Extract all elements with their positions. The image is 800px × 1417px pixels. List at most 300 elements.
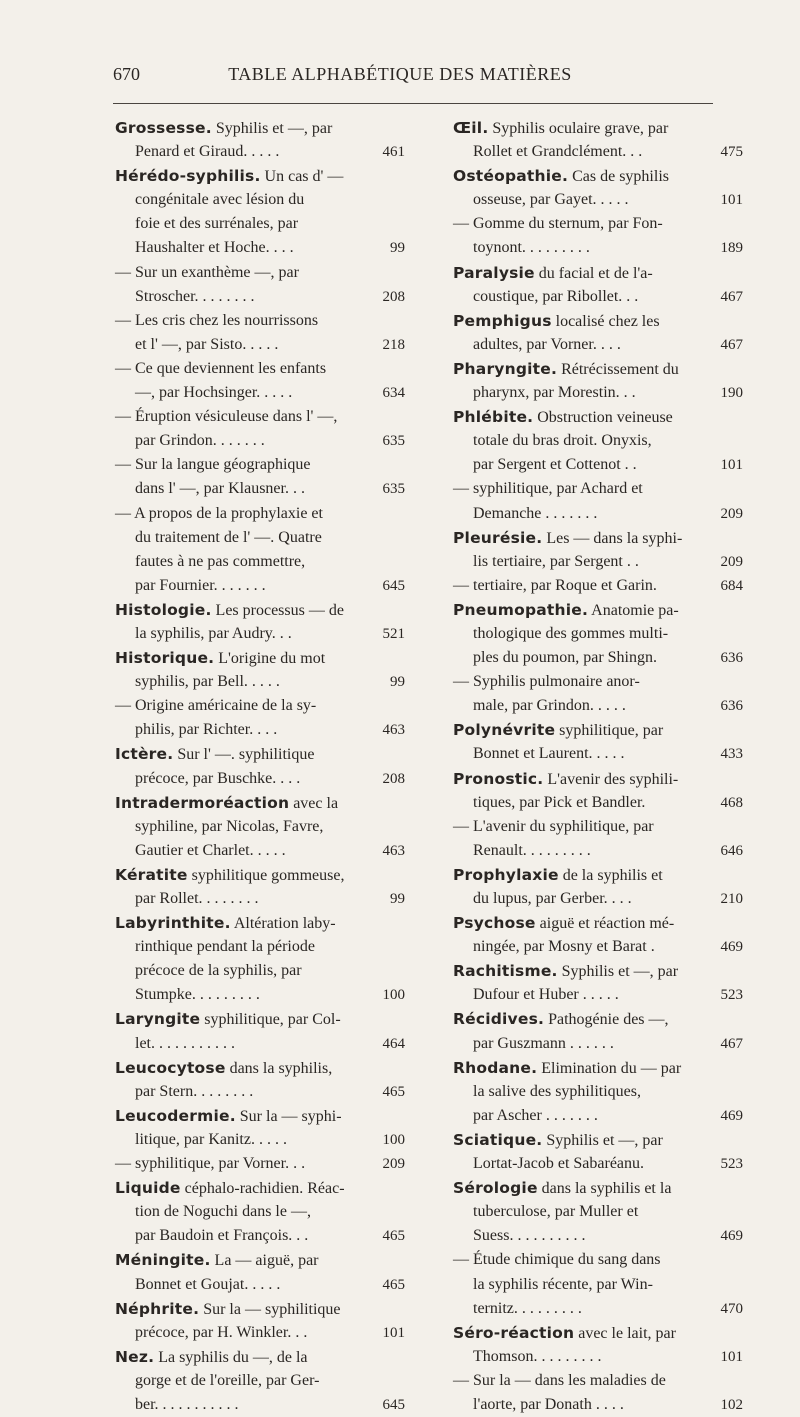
- entry-page-number: 209: [720, 505, 743, 522]
- entry-line: [115, 574, 405, 598]
- running-head: TABLE ALPHABÉTIQUE DES MATIÈRES: [228, 64, 572, 84]
- entry-line: [115, 670, 405, 694]
- entry-line: [115, 453, 405, 477]
- entry-text: gorge et de l'oreille, par Ger-: [135, 1371, 320, 1389]
- entry-line: [115, 309, 405, 333]
- entry-text: congénitale avec lésion du: [135, 191, 305, 209]
- entry-text: Sur l' —. syphilitique: [173, 746, 315, 764]
- entry-text: lis tertiaire, par Sergent . .: [473, 552, 639, 570]
- index-entry: [453, 598, 743, 670]
- index-entry: [115, 405, 405, 453]
- entry-line: [115, 164, 405, 188]
- entry-headword: Pronostic.: [453, 769, 544, 788]
- entry-line: [453, 357, 743, 381]
- entry-headword: Grossesse.: [115, 119, 212, 137]
- entry-text: Stumpke. . . . . . . . .: [135, 986, 260, 1004]
- index-entry: [115, 1007, 405, 1055]
- entry-page-number: 634: [382, 385, 405, 402]
- entry-page-number: 636: [720, 698, 743, 715]
- entry-line: [115, 285, 405, 309]
- entry-headword: Laryngite: [115, 1010, 201, 1029]
- entry-headword: Sérologie: [453, 1179, 538, 1198]
- entry-line: [453, 1200, 743, 1224]
- index-entry: [453, 212, 743, 260]
- entry-line: [115, 1224, 405, 1248]
- entry-page-number: 467: [720, 336, 743, 353]
- index-entry: [115, 116, 405, 164]
- entry-page-number: 684: [720, 577, 743, 594]
- entry-text: toynont. . . . . . . . .: [473, 239, 590, 257]
- index-entry: [115, 357, 405, 405]
- entry-page-number: 465: [382, 1276, 405, 1293]
- entry-headword: Méningite.: [115, 1251, 211, 1270]
- entry-text: par Sergent et Cottenot . .: [473, 456, 637, 474]
- entry-line: [453, 574, 743, 598]
- entry-text: avec le lait, par: [574, 1324, 676, 1342]
- entry-text: par Rollet. . . . . . . .: [135, 890, 259, 907]
- entry-text: — Ce que deviennent les enfants: [115, 359, 327, 377]
- entry-text: — A propos de la prophylaxie et: [115, 504, 323, 522]
- entry-line: [115, 911, 405, 935]
- entry-page-number: 645: [382, 577, 405, 594]
- entry-headword: Historique.: [115, 649, 215, 668]
- entry-page-number: 218: [382, 336, 405, 353]
- entry-page-number: 99: [390, 240, 405, 257]
- entry-page-number: 469: [720, 1107, 743, 1124]
- entry-text: dans la syphilis et la: [537, 1180, 672, 1198]
- index-entry: [115, 1297, 405, 1345]
- entry-line: [453, 1273, 743, 1297]
- index-entry: [115, 1104, 405, 1152]
- entry-line: [115, 116, 405, 140]
- entry-text: Stroscher. . . . . . . .: [135, 287, 255, 305]
- index-entry: [115, 646, 405, 694]
- entry-headword: Ictère.: [115, 745, 174, 764]
- entry-page-number: 461: [382, 144, 405, 161]
- entry-line: [453, 453, 743, 477]
- entry-headword: Prophylaxie: [453, 865, 559, 884]
- entry-text: et l' —, par Sisto. . . . .: [135, 335, 279, 353]
- entry-text: — tertiaire, par Roque et Garin.: [453, 576, 657, 594]
- entry-page-number: 100: [382, 1131, 405, 1148]
- entry-text: tiques, par Pick et Bandler.: [473, 793, 646, 811]
- entry-line: [453, 285, 743, 309]
- entry-headword: Rachitisme.: [453, 962, 558, 981]
- index-entry: [453, 309, 743, 357]
- entry-text: l'aorte, par Donath . . . .: [473, 1395, 624, 1413]
- entry-text: Dufour et Huber . . . . .: [473, 986, 619, 1004]
- entry-headword: Polynévrite: [453, 721, 556, 740]
- entry-line: [453, 1056, 743, 1080]
- entry-line: [453, 983, 743, 1007]
- entry-line: [115, 405, 405, 429]
- entry-line: [453, 333, 743, 357]
- entry-text: Sur la — syphi-: [235, 1107, 342, 1125]
- entry-page-number: 101: [720, 1348, 743, 1365]
- entry-headword: Nez.: [115, 1347, 155, 1366]
- index-entry: [115, 1248, 405, 1296]
- entry-text: philis, par Richter. . . .: [135, 721, 278, 739]
- index-entry: [453, 863, 743, 911]
- entry-text: Syphilis oculaire grave, par: [488, 120, 669, 137]
- entry-text: — syphilitique, par Vorner. . .: [115, 1155, 306, 1173]
- entry-text: par Baudoin et François. . .: [135, 1227, 309, 1245]
- index-entry: [453, 526, 743, 574]
- entry-text: localisé chez les: [551, 312, 660, 330]
- entry-text: par Fournier. . . . . . .: [135, 576, 266, 594]
- entry-line: [115, 646, 405, 670]
- entry-text: osseuse, par Gayet. . . . .: [473, 191, 629, 209]
- index-entry: [115, 1176, 405, 1248]
- index-entry: [115, 1152, 405, 1176]
- entry-line: [453, 959, 743, 983]
- entry-line: [453, 1007, 743, 1031]
- entry-text: La syphilis du —, de la: [154, 1348, 308, 1366]
- entry-line: [453, 502, 743, 526]
- entry-line: [115, 1080, 405, 1104]
- entry-text: —, par Hochsinger. . . . .: [135, 384, 293, 402]
- index-entry: [453, 1007, 743, 1055]
- entry-line: [453, 212, 743, 236]
- entry-line: [453, 309, 743, 333]
- entry-text: Un cas d' —: [260, 168, 344, 186]
- entry-text: Syphilis et —, par: [557, 963, 679, 981]
- entry-text: — L'avenir du syphilitique, par: [453, 817, 654, 835]
- entry-line: [115, 381, 405, 405]
- entry-text: rinthique pendant la période: [135, 938, 315, 956]
- entry-headword: Hérédo-syphilis.: [115, 167, 261, 186]
- entry-line: [115, 188, 405, 212]
- entry-text: foie et des surrénales, par: [135, 215, 299, 233]
- entry-line: [115, 791, 405, 815]
- index-entry: [453, 1248, 743, 1320]
- entry-text: thologique des gommes multi-: [473, 624, 669, 642]
- entry-line: [453, 1176, 743, 1200]
- entry-text: par Stern. . . . . . . .: [135, 1082, 254, 1100]
- entry-line: [115, 983, 405, 1007]
- entry-line: [115, 1369, 405, 1393]
- index-entry: [453, 1176, 743, 1248]
- entry-line: [115, 598, 405, 622]
- entry-line: [115, 959, 405, 983]
- entry-text: Cas de syphilis: [568, 168, 669, 186]
- entry-text: du traitement de l' —. Quatre: [135, 528, 322, 546]
- entry-page-number: 645: [382, 1396, 405, 1413]
- entry-text: la syphilis récente, par Win-: [473, 1275, 653, 1293]
- entry-line: [453, 791, 743, 815]
- entry-text: ber. . . . . . . . . . .: [135, 1395, 239, 1413]
- entry-text: la salive des syphilitiques,: [473, 1082, 641, 1100]
- entry-line: [115, 429, 405, 453]
- entry-line: [115, 1007, 405, 1031]
- entry-headword: Néphrite.: [115, 1299, 200, 1318]
- entry-text: — Sur un exanthème —, par: [115, 263, 299, 281]
- entry-line: [453, 1297, 743, 1321]
- entry-headword: Leucocytose: [115, 1058, 226, 1077]
- index-entry: [453, 477, 743, 525]
- entry-text: céphalo-rachidien. Réac-: [180, 1180, 345, 1198]
- entry-text: — Gomme du sternum, par Fon-: [453, 215, 663, 233]
- entry-page-number: 636: [720, 650, 743, 667]
- entry-text: pharynx, par Morestin. . .: [473, 384, 636, 402]
- index-entry: [453, 1369, 743, 1417]
- entry-line: [453, 405, 743, 429]
- index-entry: [453, 815, 743, 863]
- entry-page-number: 463: [382, 722, 405, 739]
- index-entry: [115, 791, 405, 863]
- entry-text: totale du bras droit. Onyxis,: [473, 432, 652, 450]
- index-column-right: [453, 116, 743, 1417]
- entry-page-number: 99: [390, 674, 405, 691]
- entry-text: litique, par Kanitz. . . . .: [135, 1130, 287, 1148]
- entry-line: [453, 1393, 743, 1417]
- entry-text: — Sur la langue géographique: [115, 456, 311, 474]
- entry-headword: Pemphigus: [453, 311, 552, 330]
- entry-page-number: 99: [390, 891, 405, 907]
- entry-text: adultes, par Vorner. . . .: [473, 335, 621, 353]
- entry-page-number: 475: [720, 144, 743, 161]
- entry-page-number: 102: [720, 1396, 743, 1413]
- entry-line: [115, 261, 405, 285]
- index-entry: [115, 1056, 405, 1104]
- index-entry: [115, 742, 405, 790]
- entry-line: [115, 742, 405, 766]
- entry-line: [453, 815, 743, 839]
- entry-line: [453, 887, 743, 911]
- index-entry: [453, 357, 743, 405]
- entry-text: la syphilis, par Audry. . .: [135, 624, 292, 642]
- entry-text: Pathogénie des —,: [544, 1011, 669, 1029]
- entry-line: [453, 742, 743, 766]
- entry-page-number: 463: [382, 842, 405, 859]
- entry-line: [453, 526, 743, 550]
- entry-text: du facial et de l'a-: [534, 264, 653, 282]
- entry-text: Rollet et Grandclément. . .: [473, 143, 643, 161]
- entry-line: [453, 1152, 743, 1176]
- entry-line: [115, 767, 405, 791]
- entry-line: [453, 188, 743, 212]
- entry-line: [453, 261, 743, 285]
- entry-line: [115, 815, 405, 839]
- entry-text: Syphilis et —, par: [542, 1131, 663, 1149]
- index-entry: [453, 767, 743, 815]
- entry-text: Anatomie pa-: [588, 601, 679, 619]
- index-entry: [115, 502, 405, 598]
- entry-text: avec la: [289, 794, 339, 812]
- entry-text: par Guszmann . . . . . .: [473, 1034, 614, 1052]
- entry-headword: Leucodermie.: [115, 1106, 236, 1125]
- entry-text: — Les cris chez les nourrissons: [115, 311, 319, 329]
- index-entry: [453, 164, 743, 212]
- entry-line: [115, 887, 405, 911]
- index-entry: [453, 405, 743, 477]
- entry-page-number: 523: [720, 987, 743, 1004]
- index-entry: [453, 670, 743, 718]
- entry-headword: Œil.: [453, 119, 489, 137]
- entry-text: dans l' —, par Klausner. . .: [135, 480, 305, 498]
- entry-line: [453, 646, 743, 670]
- index-entry: [115, 1345, 405, 1417]
- entry-line: [115, 1128, 405, 1152]
- entry-headword: Séro-réaction: [453, 1323, 575, 1342]
- entry-page-number: 100: [382, 987, 405, 1004]
- entry-headword: Paralysie: [453, 263, 535, 282]
- entry-headword: Récidives.: [453, 1010, 545, 1029]
- entry-line: [115, 477, 405, 501]
- entry-text: let. . . . . . . . . . .: [135, 1034, 235, 1052]
- entry-text: syphiline, par Nicolas, Favre,: [135, 817, 324, 835]
- entry-line: [115, 357, 405, 381]
- entry-text: coustique, par Ribollet. . .: [473, 287, 639, 305]
- entry-headword: Sciatique.: [453, 1130, 543, 1149]
- entry-text: tion de Noguchi dans le —,: [135, 1203, 311, 1221]
- entry-text: Penard et Giraud. . . . .: [135, 143, 280, 161]
- entry-page-number: 208: [382, 770, 405, 787]
- entry-headword: Kératite: [115, 865, 188, 884]
- entry-text: syphilitique, par: [555, 722, 664, 740]
- entry-text: syphilitique, par Col-: [200, 1011, 341, 1029]
- entry-text: Rétrécissement du: [557, 360, 679, 378]
- entry-line: [453, 116, 743, 140]
- entry-page-number: 523: [720, 1156, 743, 1173]
- entry-headword: Psychose: [453, 914, 536, 933]
- entry-page-number: 465: [382, 1083, 405, 1100]
- entry-page-number: 521: [382, 625, 405, 642]
- index-entry: [115, 598, 405, 646]
- entry-text: dans la syphilis,: [225, 1059, 333, 1077]
- entry-text: Bonnet et Laurent. . . . .: [473, 745, 625, 763]
- entry-text: ternitz. . . . . . . . .: [473, 1299, 582, 1317]
- entry-line: [453, 1032, 743, 1056]
- entry-page-number: 465: [382, 1228, 405, 1245]
- entry-text: Bonnet et Goujat. . . . .: [135, 1275, 281, 1293]
- entry-text: Haushalter et Hoche. . . .: [135, 239, 294, 257]
- entry-text: du lupus, par Gerber. . . .: [473, 890, 632, 907]
- entry-line: [115, 1032, 405, 1056]
- entry-line: [115, 718, 405, 742]
- entry-text: Sur la — syphilitique: [199, 1300, 341, 1318]
- entry-page-number: 467: [720, 288, 743, 305]
- entry-line: [115, 1200, 405, 1224]
- index-entry: [453, 1321, 743, 1369]
- entry-line: [453, 550, 743, 574]
- entry-line: [453, 381, 743, 405]
- entry-line: [115, 1176, 405, 1200]
- entry-line: [453, 670, 743, 694]
- entry-line: [115, 212, 405, 236]
- entry-page-number: 209: [382, 1156, 405, 1173]
- entry-line: [453, 164, 743, 188]
- entry-text: Demanche . . . . . . .: [473, 504, 598, 522]
- entry-page-number: 635: [382, 433, 405, 450]
- entry-text: — Origine américaine de la sy-: [115, 697, 317, 715]
- entry-text: Gautier et Charlet. . . . .: [135, 841, 286, 859]
- index-entry: [453, 261, 743, 309]
- entry-line: [115, 1321, 405, 1345]
- entry-page-number: 433: [720, 746, 743, 763]
- entry-text: précoce, par Buschke. . . .: [135, 769, 301, 787]
- entry-line: [453, 140, 743, 164]
- entry-line: [115, 1393, 405, 1417]
- index-entry: [453, 718, 743, 766]
- entry-text: male, par Grindon. . . . .: [473, 697, 626, 715]
- entry-page-number: 646: [720, 842, 743, 859]
- entry-text: — Sur la — dans les maladies de: [453, 1371, 666, 1389]
- entry-line: [453, 1224, 743, 1248]
- entry-line: [115, 863, 405, 887]
- entry-text: fautes à ne pas commettre,: [135, 552, 306, 570]
- entry-page-number: 635: [382, 481, 405, 498]
- entry-headword: Histologie.: [115, 600, 212, 619]
- entry-text: Thomson. . . . . . . . .: [473, 1347, 602, 1365]
- entry-headword: Pleurésie.: [453, 528, 543, 547]
- entry-line: [115, 1248, 405, 1272]
- entry-text: précoce, par H. Winkler. . .: [135, 1323, 308, 1341]
- entry-page-number: 208: [382, 288, 405, 305]
- index-entry: [453, 1128, 743, 1176]
- entry-page-number: 101: [382, 1324, 405, 1341]
- entry-line: [453, 1248, 743, 1272]
- entry-text: Renault. . . . . . . . .: [473, 841, 591, 859]
- entry-text: précoce de la syphilis, par: [135, 962, 302, 980]
- entry-headword: Phlébite.: [453, 408, 534, 427]
- index-entry: [453, 911, 743, 959]
- entry-line: [453, 767, 743, 791]
- entry-text: de la syphilis et: [558, 866, 663, 884]
- entry-headword: Rhodane.: [453, 1058, 538, 1077]
- entry-headword: Pharyngite.: [453, 359, 558, 378]
- entry-line: [115, 1273, 405, 1297]
- entry-text: — syphilitique, par Achard et: [453, 480, 643, 498]
- page-header: [0, 60, 800, 90]
- entry-page-number: 101: [720, 457, 743, 474]
- entry-text: ningée, par Mosny et Barat .: [473, 938, 655, 956]
- index-entry: [115, 164, 405, 260]
- index-entry: [115, 453, 405, 501]
- entry-line: [453, 622, 743, 646]
- entry-text: aiguë et réaction mé-: [535, 915, 675, 933]
- entry-headword: Liquide: [115, 1179, 181, 1198]
- entry-line: [115, 1345, 405, 1369]
- entry-line: [115, 935, 405, 959]
- entry-line: [453, 1369, 743, 1393]
- entry-page-number: 210: [720, 891, 743, 907]
- entry-page-number: 470: [720, 1300, 743, 1317]
- entry-text: syphilis, par Bell. . . . .: [135, 673, 280, 691]
- entry-line: [115, 140, 405, 164]
- entry-text: Elimination du — par: [537, 1059, 682, 1077]
- index-entry: [453, 959, 743, 1007]
- entry-page-number: 469: [720, 939, 743, 956]
- entry-text: par Grindon. . . . . . .: [135, 432, 265, 450]
- entry-text: La — aiguë, par: [210, 1252, 319, 1270]
- entry-page-number: 190: [720, 385, 743, 402]
- entry-text: Les processus — de: [211, 601, 344, 619]
- entry-line: [453, 863, 743, 887]
- entry-line: [115, 622, 405, 646]
- entry-line: [115, 550, 405, 574]
- entry-line: [115, 1104, 405, 1128]
- entry-text: L'origine du mot: [214, 650, 326, 668]
- page-number: 670: [113, 64, 140, 84]
- index-entry: [115, 261, 405, 309]
- entry-line: [453, 477, 743, 501]
- entry-line: [115, 1056, 405, 1080]
- entry-page-number: 464: [382, 1035, 405, 1052]
- entry-headword: Intradermoréaction: [115, 793, 290, 812]
- entry-line: [453, 839, 743, 863]
- entry-line: [453, 694, 743, 718]
